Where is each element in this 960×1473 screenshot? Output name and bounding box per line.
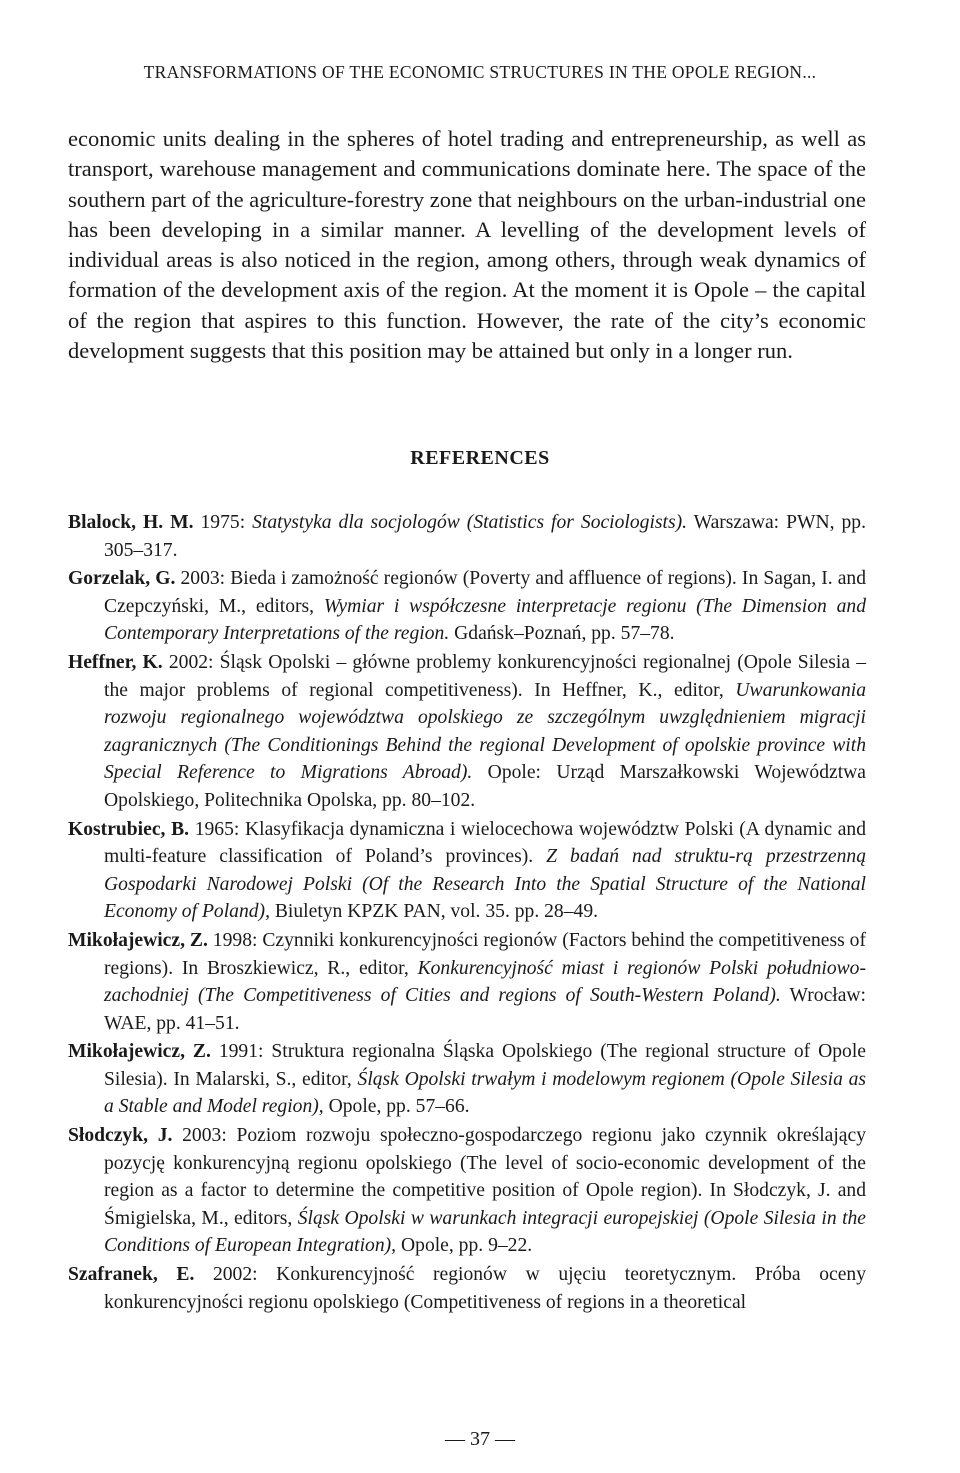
reference-text: 2003: Bieda i zamożność regionów (Poverty and affluence of regions). In Sagan, I. and Czepczyński, M., editors, xyxy=(104,568,867,617)
reference-author: Mikołajewicz, Z. xyxy=(68,1041,211,1063)
reference-item xyxy=(68,565,866,648)
reference-item xyxy=(68,816,866,926)
reference-title: Uwarunkowania rozwoju regionalnego województwa opolskiego ze szczególnym uwzględnieniem migracji zagranicznych (The Conditionings Behind the regional Development of opolskie province with Special Reference to Migrations Abroad). xyxy=(104,679,866,784)
reference-title: Wymiar i współczesne interpretacje regionu (The Dimension and Contemporary Interpretations of the region. xyxy=(104,595,866,645)
reference-item xyxy=(68,649,866,815)
reference-title: Śląsk Opolski w warunkach integracji europejskiej (Opole Silesia in the Conditions of European Integration), xyxy=(104,1207,867,1257)
reference-text: 2002: Konkurencyjność regionów w ujęciu teoretycznym. Próba oceny konkurencyjności regionu opolskiego (Competitiveness of regions in a theoretical xyxy=(104,1264,866,1313)
reference-text: 1965: Klasyfikacja dynamiczna i wielocechowa województw Polski (A dynamic and multi-feature classification of Poland’s provinces). xyxy=(104,818,866,868)
reference-text: 1998: Czynniki konkurencyjności regionów (Factors behind the competitiveness of regions). In Broszkiewicz, R., editor, xyxy=(104,929,866,979)
reference-text: 1991: Struktura regionalna Śląska Opolskiego (The regional structure of Opole Silesia). In Malarski, S., editor, xyxy=(104,1041,866,1090)
body-paragraph: economic units dealing in the spheres of hotel trading and entrepreneurship, as well as transport, warehouse management and communications dominate here. The space of the southern part of the agriculture-forestry zone that neighbours on the urban-industrial one has been developing in a similar manner. A levelling of the development levels of individual areas is also noticed in the region, among others, through weak dynamics of formation of the development axis of the region. At the moment it is Opole – the capital of the region that aspires to this function. However, the rate of the city’s economic development suggests that this position may be attained but only in a longer run. xyxy=(68,126,866,364)
reference-item xyxy=(68,927,866,1037)
reference-publication: Opole, pp. 9–22. xyxy=(396,1235,533,1257)
reference-publication: Opole: Urząd Marszałkowski Województwa Opolskiego, Politechnika Opolska, pp. 80–102. xyxy=(104,762,866,811)
reference-publication: Warszawa: PWN, pp. 305–317. xyxy=(104,512,866,561)
running-header: TRANSFORMATIONS OF THE ECONOMIC STRUCTURES IN THE OPOLE REGION... xyxy=(143,62,817,82)
reference-item xyxy=(68,1122,866,1260)
reference-title: Śląsk Opolski trwałym i modelowym regionem (Opole Silesia as a Stable and Model region), xyxy=(104,1068,866,1118)
reference-author: Kostrubiec, B. xyxy=(68,818,190,840)
reference-title: Konkurencyjność miast i regionów Polski południowo-zachodniej (The Competitiveness of Cities and regions of South-Western Poland). xyxy=(104,957,867,1007)
page-number: — 37 — xyxy=(445,1428,515,1450)
reference-item xyxy=(68,509,866,564)
reference-publication: Biuletyn KPZK PAN, vol. 35. pp. 28–49. xyxy=(269,901,599,923)
reference-list xyxy=(68,509,866,1317)
reference-author: Słodczyk, J. xyxy=(68,1125,173,1147)
reference-item xyxy=(68,1261,866,1316)
reference-publication: Wrocław: WAE, pp. 41–51. xyxy=(104,985,866,1034)
reference-publication: Gdańsk–Poznań, pp. 57–78. xyxy=(449,623,675,645)
reference-author: Mikołajewicz, Z. xyxy=(68,929,208,951)
reference-title: Statystyka dla socjologów (Statistics for Sociologists). xyxy=(252,512,688,533)
reference-text: 2003: Poziom rozwoju społeczno-gospodarczego regionu jako czynnik określający pozycję konkurencyjną regionu opolskiego (The level of socio-economic development of the region as a factor to determine the competitive position of Opole region). In Słodczyk, J. and Śmigielska, M., editors, xyxy=(104,1125,866,1229)
reference-publication: Opole, pp. 57–66. xyxy=(323,1096,470,1118)
reference-author: Gorzelak, G. xyxy=(68,568,176,590)
reference-text: 1975: xyxy=(193,512,253,533)
reference-title: Z badań nad struktu-rą przestrzenną Gospodarki Narodowej Polski (Of the Research Into the Spatial Structure of the National Economy of Poland), xyxy=(104,846,866,923)
references-heading: REFERENCES xyxy=(410,447,550,469)
reference-author: Heffner, K. xyxy=(68,651,163,673)
reference-author: Szafranek, E. xyxy=(68,1264,195,1286)
reference-author: Blalock, H. M. xyxy=(68,512,194,533)
reference-item xyxy=(68,1038,866,1121)
reference-text: 2002: Śląsk Opolski – główne problemy konkurencyjności regionalnej (Opole Silesia – the major problems of regional competitiveness). In Heffner, K., editor, xyxy=(104,651,867,701)
